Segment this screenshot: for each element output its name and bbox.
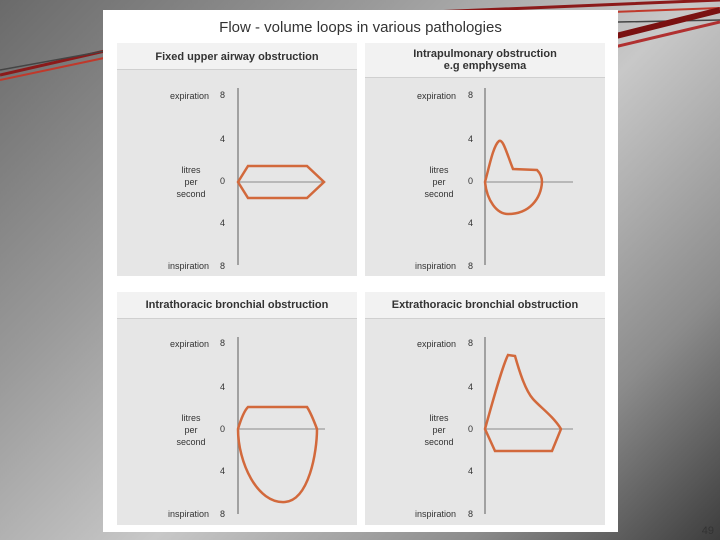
expiration-label: expiration	[416, 339, 456, 349]
loop-curve	[485, 355, 561, 451]
tick-label: 8	[220, 261, 226, 271]
expiration-label: expiration	[169, 339, 209, 349]
panel-title: Intrathoracic bronchial obstruction	[145, 299, 329, 311]
tick-label: 8	[220, 509, 226, 519]
unit-label: litres per second	[176, 413, 206, 447]
tick-label: 0	[468, 176, 474, 186]
panel-subtitle: e.g emphysema	[443, 60, 527, 72]
tick-label: 8	[220, 338, 226, 348]
inspiration-label: inspiration	[414, 261, 456, 271]
panel-title: Intrapulmonary obstruction	[413, 48, 557, 60]
tick-label: 4	[220, 134, 226, 144]
tick-label: 8	[468, 261, 474, 271]
page-number: 49	[701, 525, 714, 537]
panel-intrathoracic	[117, 292, 357, 525]
unit-label: litres per second	[424, 165, 454, 199]
panel-title: Fixed upper airway obstruction	[155, 51, 319, 63]
loop-curve	[485, 141, 542, 214]
flow-volume-plot	[117, 292, 357, 525]
slide	[103, 10, 618, 532]
tick-label: 4	[468, 382, 474, 392]
tick-label: 4	[220, 466, 226, 476]
loop-curve	[238, 407, 317, 502]
unit-label: litres per second	[176, 165, 206, 199]
inspiration-label: inspiration	[414, 509, 456, 519]
inspiration-label: inspiration	[167, 509, 209, 519]
slide-title: Flow - volume loops in various pathologies	[219, 19, 502, 36]
tick-label: 8	[468, 90, 474, 100]
tick-label: 8	[220, 90, 226, 100]
tick-label: 4	[468, 218, 474, 228]
tick-label: 4	[468, 134, 474, 144]
tick-label: 0	[468, 424, 474, 434]
panel-intrapulmonary	[365, 43, 605, 276]
tick-label: 8	[468, 509, 474, 519]
panel-fixed-upper-airway	[117, 43, 357, 276]
tick-label: 0	[220, 176, 226, 186]
panel-extrathoracic	[365, 292, 605, 525]
tick-label: 4	[220, 382, 226, 392]
expiration-label: expiration	[169, 91, 209, 101]
tick-label: 8	[468, 338, 474, 348]
unit-label: litres per second	[424, 413, 454, 447]
panel-title: Extrathoracic bronchial obstruction	[391, 299, 579, 311]
flow-volume-plot	[365, 43, 605, 276]
expiration-label: expiration	[416, 91, 456, 101]
tick-label: 4	[468, 466, 474, 476]
tick-label: 0	[220, 424, 226, 434]
inspiration-label: inspiration	[167, 261, 209, 271]
flow-volume-plot	[117, 43, 357, 276]
tick-label: 4	[220, 218, 226, 228]
flow-volume-plot	[365, 292, 605, 525]
